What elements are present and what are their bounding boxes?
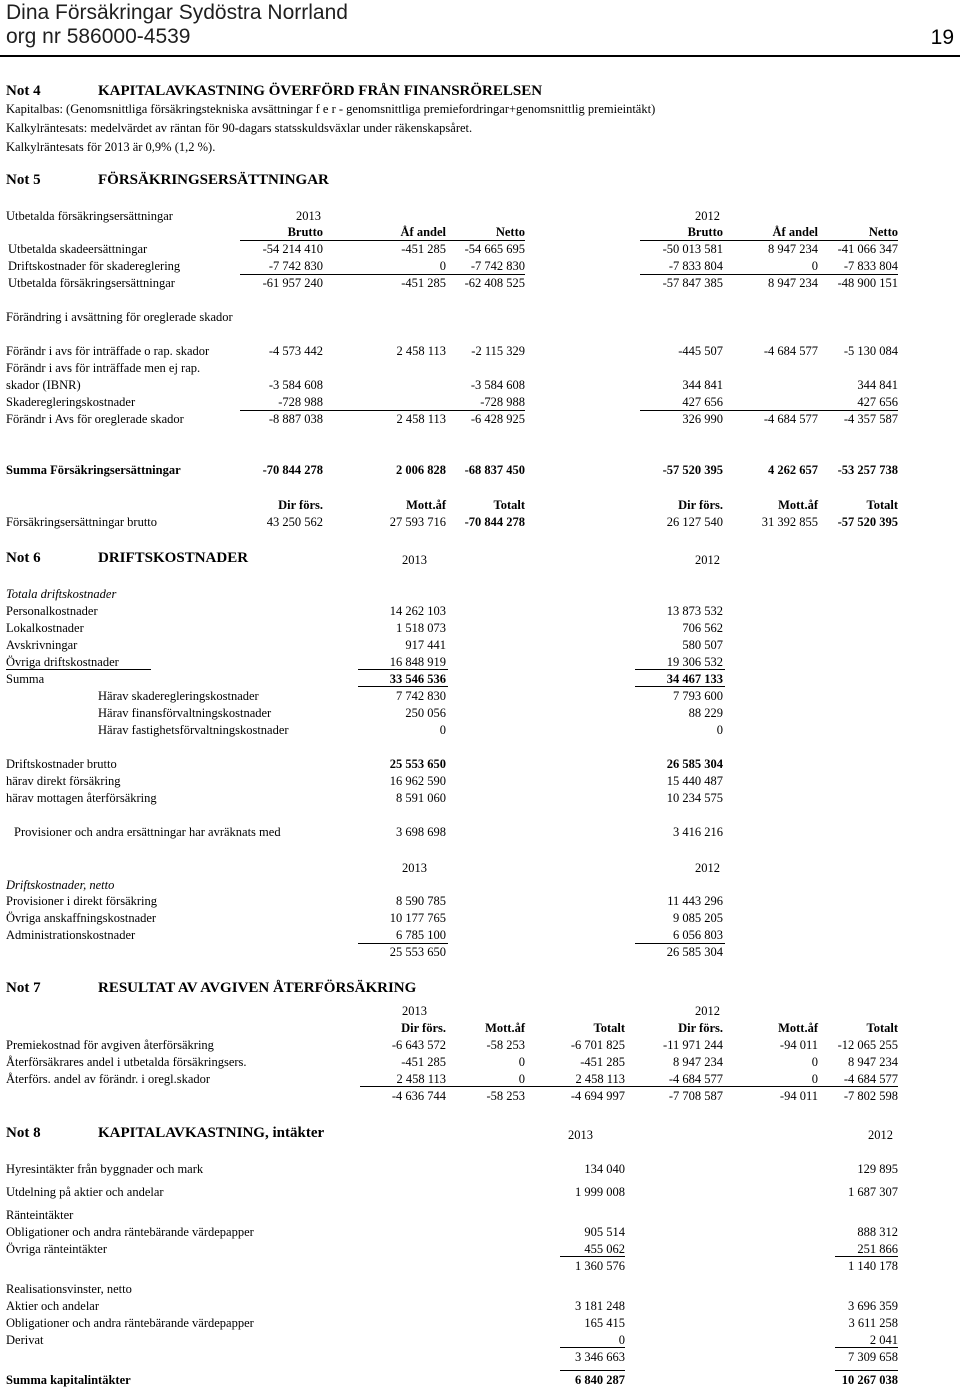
section-label: Förändring i avsättning för oreglerade skador [6,310,233,324]
underline-rule [358,669,448,670]
underline-rule [635,943,725,944]
row-label: Derivat [6,1333,44,1347]
row-value: -4 573 442 [268,344,323,358]
value-2012: 251 866 [857,1242,898,1256]
row-label: Härav finansförvaltningskostnader [98,706,272,720]
row-value: 31 392 855 [761,515,818,529]
value-2012: 10 234 575 [666,791,723,805]
not4-line: Kapitalbas: (Genomsnittliga försäkringstekniska avsättningar f e r - genomsnittliga premiefordringar+genomsnittlig premieintäkt) [6,102,656,116]
underline-rule [358,943,448,944]
not6-subtitle-netto: Driftskostnader, netto [6,878,115,892]
column-header: Netto [868,225,898,239]
row-value: -7 833 804 [668,259,723,273]
row-value: 0 [811,1072,818,1086]
row-label: Förändr i avs för inträffade men ej rap. [6,361,201,375]
column-header: Totalt [866,1021,898,1035]
row-label: Övriga anskaffningskostnader [6,911,157,925]
not8-number: Not 8 [6,1125,41,1141]
row-value: -48 900 151 [837,276,898,290]
row-value: 427 656 [682,395,723,409]
column-header: Åf andel [772,225,818,239]
row-value: -50 013 581 [662,242,723,256]
not4-line: Kalkylräntesats för 2013 är 0,9% (1,2 %). [6,140,216,154]
column-header: Brutto [687,225,723,239]
value-2012: 129 895 [857,1162,898,1176]
column-header: Totalt [866,498,898,512]
row-label: Återförsäkrares andel i utbetalda försäkringsers. [6,1055,247,1069]
column-header: Totalt [593,1021,625,1035]
underline-rule [6,669,151,670]
row-label: Summa [6,672,45,686]
value-2013: 1 518 073 [396,621,446,635]
row-label: Hyresintäkter från byggnader och mark [6,1162,204,1176]
row-value: -62 408 525 [464,276,525,290]
column-header: Mott.åf [778,1021,818,1035]
row-value: -728 988 [480,395,525,409]
row-value: 2 458 113 [396,344,446,358]
row-value: -54 665 695 [464,242,525,256]
row-label: Ränteintäkter [6,1208,74,1222]
row-value: 427 656 [857,395,898,409]
summary-value: 2 006 828 [396,463,446,477]
row-value: -3 584 608 [268,378,323,392]
row-label: härav mottagen återförsäkring [6,791,157,805]
row-value: -61 957 240 [262,276,323,290]
column-header: Åf andel [400,225,446,239]
value-2012: 706 562 [682,621,723,635]
value-2012: 10 267 038 [841,1373,898,1387]
value-2012: 1 687 307 [848,1185,898,1199]
column-header: Brutto [287,225,323,239]
year-2012: 2012 [695,209,720,223]
underline-rule [635,686,725,687]
row-value: -94 011 [779,1089,818,1103]
value-2012: 26 585 304 [666,757,723,771]
year-2012: 2012 [695,861,720,875]
row-value: -57 520 395 [837,515,898,529]
summary-value: -68 837 450 [464,463,525,477]
row-value: 0 [518,1055,525,1069]
row-label: Återförs. andel av förändr. i oregl.skador [6,1072,211,1086]
not6-number: Not 6 [6,550,41,566]
value-2013: 3 698 698 [396,825,446,839]
column-header: Mott.åf [778,498,818,512]
row-value: -7 802 598 [843,1089,898,1103]
row-value: -728 988 [278,395,323,409]
row-label: Härav skaderegleringskostnader [98,689,259,703]
year-2013: 2013 [402,553,427,567]
not7-title: RESULTAT AV AVGIVEN ÅTERFÖRSÄKRING [98,980,417,996]
underline-rule [640,274,898,275]
value-2013: 905 514 [584,1225,625,1239]
not6-title: DRIFTSKOSTNADER [98,550,249,566]
value-2013: 3 346 663 [575,1350,625,1364]
row-value: -58 253 [486,1089,525,1103]
row-value: 344 841 [682,378,723,392]
row-label: Avskrivningar [6,638,78,652]
row-value: -451 285 [580,1055,625,1069]
value-2013: 6 785 100 [396,928,446,942]
row-label: härav direkt försäkring [6,774,121,788]
row-label: Övriga driftskostnader [6,655,119,669]
row-label: Förändr i avs för inträffade o rap. skador [6,344,210,358]
row-value: 0 [518,1072,525,1086]
row-value: -451 285 [401,276,446,290]
not8-title: KAPITALAVKASTNING, intäkter [98,1125,325,1141]
row-label: Lokalkostnader [6,621,84,635]
row-label: Härav fastighetsförvaltningskostnader [98,723,289,737]
value-2012: 3 696 359 [848,1299,898,1313]
row-label: Aktier och andelar [6,1299,100,1313]
row-label: Driftskostnader för skadereglering [8,259,181,273]
row-label: Utdelning på aktier och andelar [6,1185,164,1199]
value-2013: 917 441 [405,638,446,652]
value-2013: 8 591 060 [396,791,446,805]
not6-subtitle: Totala driftskostnader [6,587,117,601]
value-2012: 34 467 133 [666,672,723,686]
value-2012: 88 229 [688,706,723,720]
underline-rule [835,1347,898,1348]
row-value: -451 285 [401,1055,446,1069]
year-2012: 2012 [868,1128,893,1142]
value-2013: 7 742 830 [396,689,446,703]
row-value: 344 841 [857,378,898,392]
row-value: 2 458 113 [575,1072,625,1086]
row-label: Premiekostnad för avgiven återförsäkring [6,1038,214,1052]
value-2012: 2 041 [869,1333,898,1347]
row-value: -58 253 [486,1038,525,1052]
row-value: -11 971 244 [663,1038,723,1052]
column-header: Dir förs. [678,1021,723,1035]
row-value: 0 [811,1055,818,1069]
value-2012: 3 611 258 [848,1316,898,1330]
value-2012: 26 585 304 [666,945,723,959]
underline-rule [240,274,525,275]
row-label: Obligationer och andra räntebärande värdepapper [6,1225,254,1239]
row-label: Driftskostnader brutto [6,757,117,771]
row-value: -445 507 [678,344,723,358]
org-number: org nr 586000-4539 [6,25,191,48]
value-2013: 1 360 576 [575,1259,625,1273]
row-label: Förändr i Avs för oreglerade skador [6,412,184,426]
row-value: -7 708 587 [668,1089,723,1103]
row-value: -2 115 329 [471,344,525,358]
row-value: -94 011 [779,1038,818,1052]
not4-number: Not 4 [6,83,41,99]
underline-rule [240,410,525,411]
row-value: 2 458 113 [396,412,446,426]
value-2012: 19 306 532 [666,655,723,669]
not4-line: Kalkylräntesats: medelvärdet av räntan för 90-dagars statsskuldsväxlar under räkenskapsåret. [6,121,473,135]
column-header: Mott.åf [406,498,446,512]
row-label: Skaderegleringskostnader [6,395,136,409]
value-2013: 14 262 103 [389,604,446,618]
underline-rule [560,1347,625,1348]
row-value: -3 584 608 [470,378,525,392]
row-value: -41 066 347 [837,242,898,256]
summary-value: -70 844 278 [262,463,323,477]
not5-number: Not 5 [6,172,41,188]
value-2012: 0 [716,723,723,737]
value-2012: 1 140 178 [848,1259,898,1273]
row-value: 26 127 540 [666,515,723,529]
row-label: Realisationsvinster, netto [6,1282,132,1296]
value-2013: 0 [618,1333,625,1347]
underline-rule [560,1256,625,1257]
year-2012: 2012 [695,1004,720,1018]
row-label: Obligationer och andra räntebärande värdepapper [6,1316,254,1330]
row-label: Försäkringsersättningar brutto [6,515,158,529]
not4-title: KAPITALAVKASTNING ÖVERFÖRD FRÅN FINANSRÖRELSEN [98,83,543,99]
section-label: Utbetalda försäkringsersättningar [6,209,173,223]
row-value: 27 593 716 [389,515,446,529]
row-value: -12 065 255 [837,1038,898,1052]
row-label: Administrationskostnader [6,928,136,942]
row-value: 8 947 234 [673,1055,723,1069]
value-2013: 1 999 008 [575,1185,625,1199]
row-label: Utbetalda skadeersättningar [8,242,148,256]
underline-rule [835,1256,898,1257]
value-2012: 9 085 205 [673,911,723,925]
column-header: Dir förs. [678,498,723,512]
row-value: -8 887 038 [268,412,323,426]
row-value: -4 684 577 [668,1072,723,1086]
underline-rule [560,1370,625,1371]
row-label: Summa kapitalintäkter [6,1373,131,1387]
value-2012: 3 416 216 [673,825,723,839]
value-2012: 13 873 532 [666,604,723,618]
value-2013: 10 177 765 [389,911,446,925]
value-2013: 455 062 [584,1242,625,1256]
column-header: Dir förs. [401,1021,446,1035]
row-value: 0 [439,259,446,273]
value-2013: 16 962 590 [389,774,446,788]
row-value: 8 947 234 [768,242,818,256]
row-value: -4 684 577 [843,1072,898,1086]
year-2013: 2013 [402,861,427,875]
row-label: Provisioner i direkt försäkring [6,894,158,908]
row-value: -6 643 572 [391,1038,446,1052]
row-value: -57 847 385 [662,276,723,290]
row-label: Övriga ränteintäkter [6,1242,107,1256]
underline-rule [360,1086,898,1087]
row-value: 8 947 234 [768,276,818,290]
year-2012: 2012 [695,553,720,567]
row-value: -54 214 410 [262,242,323,256]
value-2013: 16 848 919 [389,655,446,669]
value-2013: 33 546 536 [389,672,446,686]
row-label: Personalkostnader [6,604,98,618]
row-value: -7 742 830 [268,259,323,273]
row-label: Provisioner och andra ersättningar har avräknats med [14,825,281,839]
value-2013: 6 840 287 [575,1373,625,1387]
row-value: -451 285 [401,242,446,256]
row-value: -4 684 577 [763,412,818,426]
row-value: 0 [811,259,818,273]
row-value: -7 742 830 [470,259,525,273]
value-2013: 25 553 650 [389,757,446,771]
value-2013: 250 056 [405,706,446,720]
company-name: Dina Försäkringar Sydöstra Norrland [6,1,348,24]
row-value: -4 684 577 [763,344,818,358]
value-2013: 165 415 [584,1316,625,1330]
summary-value: -53 257 738 [837,463,898,477]
summary-value: 4 262 657 [768,463,818,477]
row-value: 2 458 113 [396,1072,446,1086]
not5-title: FÖRSÄKRINGSERSÄTTNINGAR [98,172,329,188]
value-2012: 6 056 803 [673,928,723,942]
year-2013: 2013 [568,1128,593,1142]
column-header: Mott.åf [485,1021,525,1035]
underline-rule [635,669,725,670]
row-value: 8 947 234 [848,1055,898,1069]
header-rule [0,55,960,57]
year-2013: 2013 [402,1004,427,1018]
row-label: Utbetalda försäkringsersättningar [8,276,175,290]
not7-number: Not 7 [6,980,41,996]
row-value: -4 357 587 [843,412,898,426]
row-value: 43 250 562 [266,515,323,529]
column-header: Netto [495,225,525,239]
value-2013: 25 553 650 [389,945,446,959]
row-value: -4 636 744 [391,1089,446,1103]
value-2013: 3 181 248 [575,1299,625,1313]
row-value: -6 428 925 [470,412,525,426]
row-label: skador (IBNR) [6,378,81,392]
row-value: -70 844 278 [464,515,525,529]
page-number: 19 [930,26,954,49]
row-value: -6 701 825 [570,1038,625,1052]
value-2012: 15 440 487 [666,774,723,788]
value-2012: 7 793 600 [673,689,723,703]
value-2013: 0 [439,723,446,737]
value-2012: 888 312 [857,1225,898,1239]
year-2013: 2013 [296,209,321,223]
column-header: Dir förs. [278,498,323,512]
value-2013: 134 040 [584,1162,625,1176]
value-2013: 8 590 785 [396,894,446,908]
underline-rule [835,1370,898,1371]
underline-rule [640,410,898,411]
value-2012: 11 443 296 [667,894,723,908]
summary-label: Summa Försäkringsersättningar [6,463,181,477]
value-2012: 7 309 658 [848,1350,898,1364]
underline-rule [358,686,448,687]
row-value: -7 833 804 [843,259,898,273]
summary-value: -57 520 395 [662,463,723,477]
column-header: Totalt [493,498,525,512]
value-2012: 580 507 [682,638,723,652]
row-value: 326 990 [682,412,723,426]
row-value: -4 694 997 [570,1089,625,1103]
row-value: -5 130 084 [843,344,898,358]
